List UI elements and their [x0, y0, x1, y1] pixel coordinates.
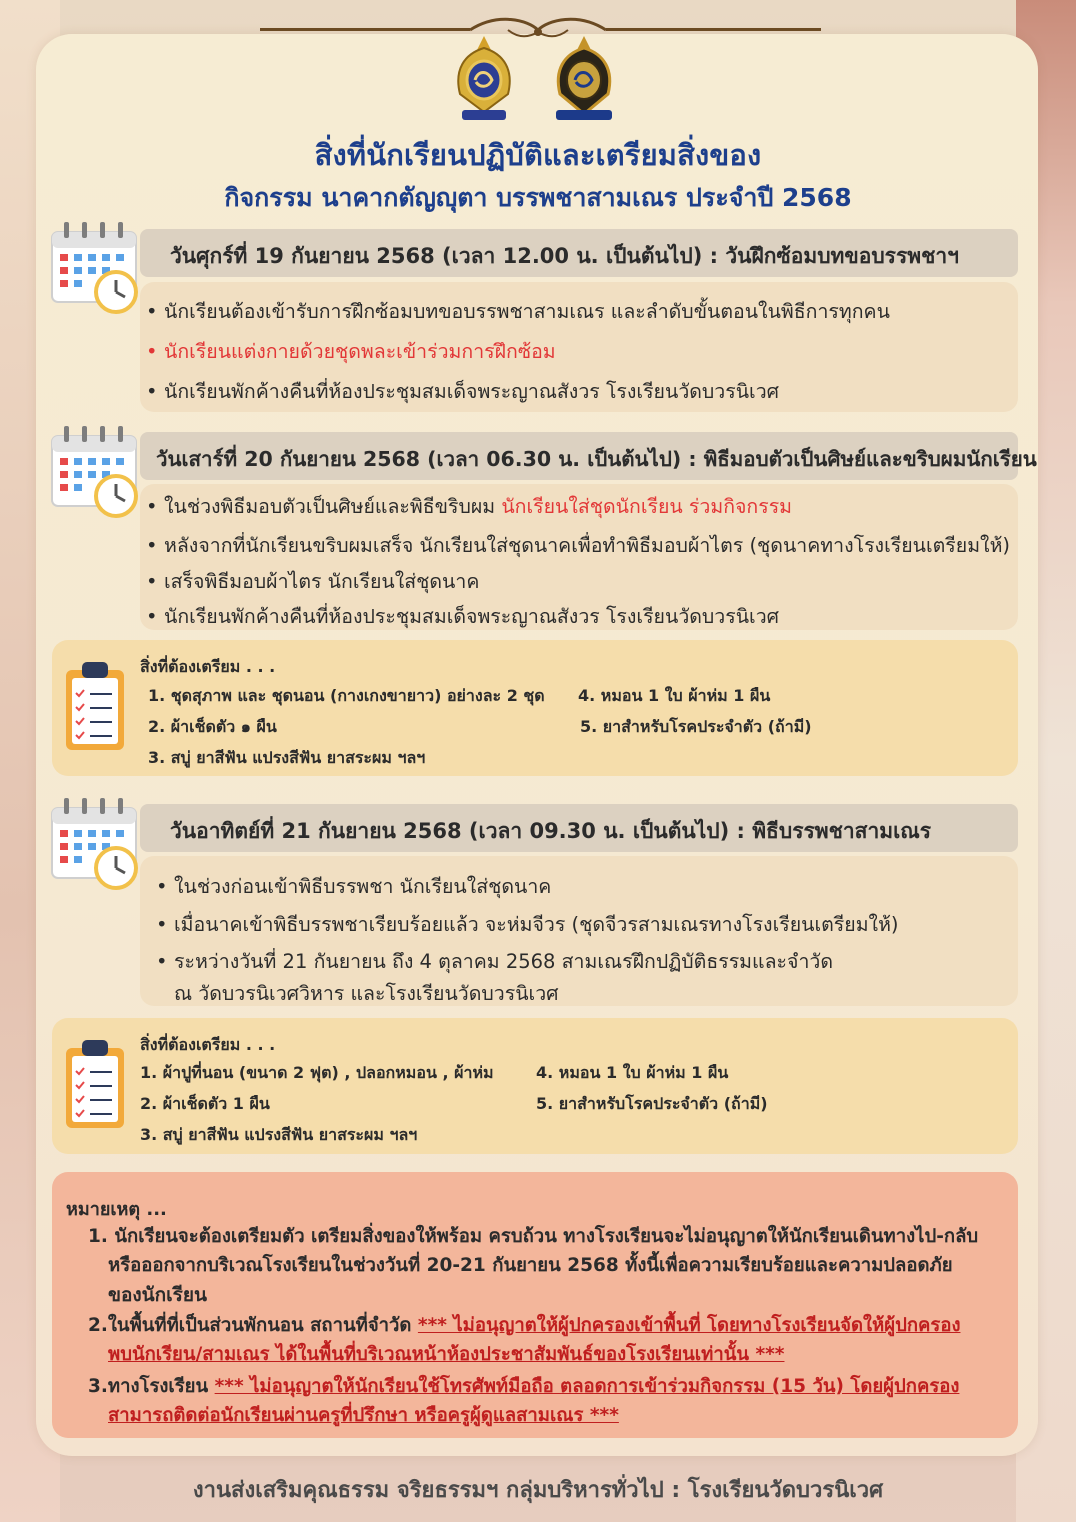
day2-prep-title: สิ่งที่ต้องเตรียม . . .	[140, 657, 276, 676]
checklist-clipboard-icon	[62, 1038, 128, 1132]
note-2-red-2: พบนักเรียน/สามเณร ได้ในพื้นที่บริเวณหน้าห้องประชาสัมพันธ์ของโรงเรียนเท่านั้น ***	[108, 1344, 785, 1365]
day3-prep-title: สิ่งที่ต้องเตรียม . . .	[140, 1035, 276, 1054]
day2-prep-item-1: 1. ชุดสุภาพ และ ชุดนอน (กางเกงขายาว) อย่างละ 2 ชุด	[148, 686, 545, 705]
day2-prep-item-4: 4. หมอน 1 ใบ ผ้าห่ม 1 ผืน	[578, 686, 771, 705]
day2-prep-item-2: 2. ผ้าเช็ดตัว ๑ ผืน	[148, 717, 277, 736]
day2-header-text: วันเสาร์ที่ 20 กันยายน 2568 (เวลา 06.30 น. เป็นต้นไป) : พิธีมอบตัวเป็นศิษย์และขริบผมนักเรียน	[156, 447, 1037, 471]
calendar-clock-icon	[50, 424, 140, 520]
day3-prep-item-5: 5. ยาสำหรับโรคประจำตัว (ถ้ามี)	[536, 1094, 768, 1113]
day3-prep-item-4: 4. หมอน 1 ใบ ผ้าห่ม 1 ผืน	[536, 1063, 729, 1082]
page-subtitle: กิจกรรม นาคากตัญญุตา บรรพชาสามเณร ประจำปี 2568	[224, 183, 852, 212]
note-3-prefix: 3.ทางโรงเรียน	[88, 1376, 209, 1397]
day2-prep-item-3: 3. สบู่ ยาสีฟัน แปรงสีฟัน ยาสระผม ฯลฯ	[148, 748, 426, 767]
checklist-clipboard-icon	[62, 660, 128, 754]
top-line-right	[606, 28, 821, 31]
day1-header	[140, 229, 1018, 277]
day3-bullet-2: • เมื่อนาคเข้าพิธีบรรพชาเรียบร้อยแล้ว จะห่มจีวร (ชุดจีวรสามเณรทางโรงเรียนเตรียมให้)	[156, 913, 899, 936]
note-3-line-1	[88, 1372, 959, 1401]
day3-prep-item-2: 2. ผ้าเช็ดตัว 1 ผืน	[140, 1094, 270, 1113]
day2-prep-item-5: 5. ยาสำหรับโรคประจำตัว (ถ้ามี)	[580, 717, 812, 736]
day2-prep-box	[52, 640, 1018, 776]
day2-bullet-3: • เสร็จพิธีมอบผ้าไตร นักเรียนใส่ชุดนาค	[146, 570, 480, 593]
school-emblem-left-icon	[448, 34, 520, 126]
note-3-red-2: สามารถติดต่อนักเรียนผ่านครูที่ปรึกษา หรือครูผู้ดูแลสามเณร ***	[108, 1405, 619, 1426]
day2-bullet-4: • นักเรียนพักค้างคืนที่ห้องประชุมสมเด็จพระญาณสังวร โรงเรียนวัดบวรนิเวศ	[146, 605, 780, 628]
note-1-line-3: ของนักเรียน	[108, 1284, 207, 1306]
day1-bullet-3: • นักเรียนพักค้างคืนที่ห้องประชุมสมเด็จพระญาณสังวร โรงเรียนวัดบวรนิเวศ	[146, 380, 780, 403]
day1-bullet-1: • นักเรียนต้องเข้ารับการฝึกซ้อมบทขอบรรพชาสามเณร และลำดับขั้นตอนในพิธีการทุกคน	[146, 300, 890, 323]
day2-bullet-2: • หลังจากที่นักเรียนขริบผมเสร็จ นักเรียนใส่ชุดนาคเพื่อทำพิธีมอบผ้าไตร (ชุดนาคทางโรงเรียนเตรียมให้)	[146, 534, 1011, 557]
school-emblem-right-icon	[548, 34, 620, 126]
note-2-prefix: 2.ในพื้นที่ที่เป็นส่วนพักนอน สถานที่จำวัด	[88, 1315, 412, 1336]
note-2-red-1: *** ไม่อนุญาตให้ผู้ปกครองเข้าพื้นที่ โดยทางโรงเรียนจัดให้ผู้ปกครอง	[417, 1315, 961, 1336]
day1-bullet-2: • นักเรียนแต่งกายด้วยชุดพละเข้าร่วมการฝึกซ้อม	[146, 340, 556, 363]
calendar-clock-icon	[50, 220, 140, 316]
day2-header	[140, 432, 1037, 480]
note-2-line-1	[88, 1311, 960, 1340]
note-1-line-1: 1. นักเรียนจะต้องเตรียมตัว เตรียมสิ่งของให้พร้อม ครบถ้วน ทางโรงเรียนจะไม่อนุญาตให้นักเรียนเดินทางไป-กลับ	[88, 1226, 979, 1247]
day2-bullet-1: • ในช่วงพิธีมอบตัวเป็นศิษย์และพิธีขริบผม นักเรียนใส่ชุดนักเรียน ร่วมกิจกรรม	[146, 495, 793, 518]
day3-bullet-1: • ในช่วงก่อนเข้าพิธีบรรพชา นักเรียนใส่ชุดนาค	[156, 875, 552, 898]
day3-bullet-3-cont: ณ วัดบวรนิเวศวิหาร และโรงเรียนวัดบวรนิเวศ	[174, 982, 559, 1005]
day3-prep-box	[52, 1018, 1018, 1154]
note-1-line-2: หรือออกจากบริเวณโรงเรียนในช่วงวันที่ 20-21 กันยายน 2568 ทั้งนี้เพื่อความเรียบร้อยและความปลอดภัย	[108, 1255, 953, 1276]
day1-header-text: วันศุกร์ที่ 19 กันยายน 2568 (เวลา 12.00 น. เป็นต้นไป) : วันฝึกซ้อมบทขอบรรพชาฯ	[170, 244, 959, 268]
note-3-red-1: *** ไม่อนุญาตให้นักเรียนใช้โทรศัพท์มือถือ ตลอดการเข้าร่วมกิจกรรม (15 วัน) โดยผู้ปกครอง	[214, 1376, 960, 1397]
day2-bullet-1-red: นักเรียนใส่ชุดนักเรียน ร่วมกิจกรรม	[501, 495, 793, 518]
calendar-clock-icon	[50, 796, 140, 892]
page-title: สิ่งที่นักเรียนปฏิบัติและเตรียมสิ่งของ	[314, 138, 762, 172]
note-title: หมายเหตุ ...	[66, 1199, 167, 1220]
day3-prep-item-3: 3. สบู่ ยาสีฟัน แปรงสีฟัน ยาสระผม ฯลฯ	[140, 1125, 418, 1144]
top-line-left	[260, 28, 470, 31]
day3-prep-item-1: 1. ผ้าปูที่นอน (ขนาด 2 ฟุต) , ปลอกหมอน , ผ้าห่ม	[140, 1063, 494, 1082]
note-box	[52, 1172, 1018, 1438]
day3-bullet-3: • ระหว่างวันที่ 21 กันยายน ถึง 4 ตุลาคม 2568 สามเณรฝึกปฏิบัติธรรมและจำวัด	[156, 950, 834, 973]
footer-text: งานส่งเสริมคุณธรรม จริยธรรมฯ กลุ่มบริหารทั่วไป : โรงเรียนวัดบวรนิเวศ	[192, 1478, 884, 1503]
day3-header	[140, 804, 1018, 852]
day3-header-text: วันอาทิตย์ที่ 21 กันยายน 2568 (เวลา 09.30 น. เป็นต้นไป) : พิธีบรรพชาสามเณร	[170, 819, 932, 843]
